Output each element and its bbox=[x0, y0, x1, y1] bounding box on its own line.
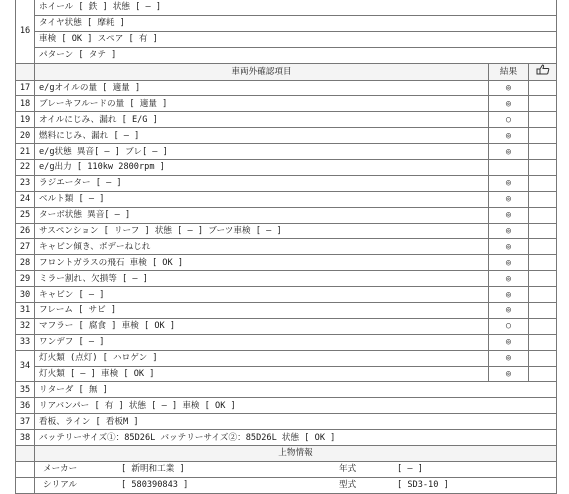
table-row bbox=[16, 350, 557, 366]
item-text: ベルト類 [ — ] bbox=[35, 191, 489, 207]
item-text: ブレーキフルードの量 [ 適量 ] bbox=[35, 96, 489, 112]
row-number-empty bbox=[16, 461, 35, 477]
result-mark: ◎ bbox=[489, 128, 529, 144]
table-row bbox=[16, 112, 557, 128]
item-text: リアバンパー [ 有 ] 状態 [ — ] 車検 [ OK ] bbox=[35, 398, 557, 414]
row-number: 33 bbox=[16, 334, 35, 350]
table-row bbox=[16, 271, 557, 287]
table-row bbox=[16, 144, 557, 160]
row-number: 32 bbox=[16, 318, 35, 334]
section-title: 上物情報 bbox=[35, 446, 557, 462]
info-label-2: 型式 bbox=[339, 480, 357, 491]
row-number: 34 bbox=[16, 350, 35, 382]
info-value-2: [ — ] bbox=[397, 464, 423, 475]
item-text: ワンデフ [ — ] bbox=[35, 334, 489, 350]
result-mark: ◎ bbox=[489, 207, 529, 223]
row-number: 37 bbox=[16, 414, 35, 430]
item-text: バッテリーサイズ①：85D26L バッテリーサイズ②：85D26L 状態 [ OK ] bbox=[35, 430, 557, 446]
item-text: マフラー [ 腐食 ] 車検 [ OK ] bbox=[35, 318, 489, 334]
table-row bbox=[16, 47, 557, 63]
extra-cell bbox=[529, 366, 557, 382]
result-mark: ◎ bbox=[489, 271, 529, 287]
row-number: 17 bbox=[16, 80, 35, 96]
section-header-row bbox=[16, 63, 557, 80]
table-row bbox=[16, 430, 557, 446]
table-row bbox=[16, 287, 557, 303]
row-number: 20 bbox=[16, 128, 35, 144]
section-spacer bbox=[16, 63, 35, 80]
item-text: フロントガラスの飛石 車検 [ OK ] bbox=[35, 255, 489, 271]
item-text: 灯火類 [ — ] 車検 [ OK ] bbox=[35, 366, 489, 382]
row-number: 22 bbox=[16, 160, 35, 176]
result-mark bbox=[489, 160, 529, 176]
row-number: 31 bbox=[16, 303, 35, 319]
table-row bbox=[16, 80, 557, 96]
result-mark: ◎ bbox=[489, 175, 529, 191]
table-row bbox=[16, 366, 557, 382]
row-number: 29 bbox=[16, 271, 35, 287]
item-text: リターダ [ 無 ] bbox=[35, 382, 557, 398]
extra-cell bbox=[529, 271, 557, 287]
section-spacer bbox=[16, 446, 35, 462]
result-mark: ◎ bbox=[489, 191, 529, 207]
info-value: [ 580390843 ] bbox=[121, 480, 189, 491]
table-row bbox=[16, 461, 557, 477]
table-row bbox=[16, 31, 557, 47]
table-row bbox=[16, 128, 557, 144]
extra-cell bbox=[529, 334, 557, 350]
row-number: 30 bbox=[16, 287, 35, 303]
result-mark: ◎ bbox=[489, 223, 529, 239]
item-text: フレーム [ サビ ] bbox=[35, 303, 489, 319]
table-row bbox=[16, 0, 557, 15]
table-row bbox=[16, 398, 557, 414]
item-text: タイヤ状態 [ 摩耗 ] bbox=[35, 15, 557, 31]
row-number: 25 bbox=[16, 207, 35, 223]
item-text: e/gオイルの量 [ 適量 ] bbox=[35, 80, 489, 96]
item-text: e/g出力 [ 110kw 2800rpm ] bbox=[35, 160, 489, 176]
item-text: キャビン傾き、ボデーねじれ bbox=[35, 239, 489, 255]
thumbs-up-icon bbox=[536, 64, 550, 80]
section-title: 車両外確認項目 bbox=[35, 63, 489, 80]
row-number: 27 bbox=[16, 239, 35, 255]
table-row bbox=[16, 334, 557, 350]
row-number-empty bbox=[16, 477, 35, 493]
result-mark: ◎ bbox=[489, 144, 529, 160]
result-mark: ◎ bbox=[489, 80, 529, 96]
item-text: パターン [ タテ ] bbox=[35, 47, 557, 63]
result-mark: ◎ bbox=[489, 303, 529, 319]
row-number: 24 bbox=[16, 191, 35, 207]
result-mark: ○ bbox=[489, 112, 529, 128]
row-number: 35 bbox=[16, 382, 35, 398]
extra-cell bbox=[529, 350, 557, 366]
item-text: 燃料にじみ、漏れ [ — ] bbox=[35, 128, 489, 144]
item-text: キャビン [ — ] bbox=[35, 287, 489, 303]
table-row bbox=[16, 15, 557, 31]
info-cell bbox=[35, 477, 557, 493]
table-row bbox=[16, 223, 557, 239]
row-number: 19 bbox=[16, 112, 35, 128]
header-icon-cell bbox=[529, 63, 557, 80]
extra-cell bbox=[529, 318, 557, 334]
item-text: 灯火類 (点灯) [ ハロゲン ] bbox=[35, 350, 489, 366]
result-mark: ◎ bbox=[489, 239, 529, 255]
row-number: 21 bbox=[16, 144, 35, 160]
row-number: 23 bbox=[16, 175, 35, 191]
extra-cell bbox=[529, 239, 557, 255]
result-header: 結果 bbox=[489, 63, 529, 80]
extra-cell bbox=[529, 191, 557, 207]
result-mark: ◎ bbox=[489, 255, 529, 271]
row-number: 18 bbox=[16, 96, 35, 112]
row-number: 36 bbox=[16, 398, 35, 414]
item-text: e/g状態 異音[ — ] ブレ[ — ] bbox=[35, 144, 489, 160]
extra-cell bbox=[529, 207, 557, 223]
result-mark: ◎ bbox=[489, 287, 529, 303]
table-row bbox=[16, 414, 557, 430]
result-mark: ◎ bbox=[489, 334, 529, 350]
inspection-sheet bbox=[15, 0, 557, 494]
result-mark: ◎ bbox=[489, 350, 529, 366]
result-mark: ○ bbox=[489, 318, 529, 334]
table-row bbox=[16, 160, 557, 176]
table-row bbox=[16, 303, 557, 319]
extra-cell bbox=[529, 80, 557, 96]
table-row bbox=[16, 239, 557, 255]
section-header-row bbox=[16, 446, 557, 462]
extra-cell bbox=[529, 160, 557, 176]
info-value-2: [ SD3-10 ] bbox=[397, 480, 449, 491]
table-row bbox=[16, 255, 557, 271]
info-label: シリアル bbox=[43, 480, 78, 491]
extra-cell bbox=[529, 112, 557, 128]
extra-cell bbox=[529, 255, 557, 271]
table-row bbox=[16, 175, 557, 191]
item-text: ターボ状態 異音[ — ] bbox=[35, 207, 489, 223]
extra-cell bbox=[529, 303, 557, 319]
table-row bbox=[16, 318, 557, 334]
item-text: ラジエーター [ — ] bbox=[35, 175, 489, 191]
item-text: 看板、ライン [ 看板M ] bbox=[35, 414, 557, 430]
extra-cell bbox=[529, 144, 557, 160]
extra-cell bbox=[529, 175, 557, 191]
item-text: ホイール [ 鉄 ] 状態 [ — ] bbox=[35, 0, 557, 15]
info-label-2: 年式 bbox=[339, 464, 357, 475]
table-row bbox=[16, 96, 557, 112]
table-row bbox=[16, 191, 557, 207]
extra-cell bbox=[529, 96, 557, 112]
item-text: オイルにじみ、漏れ [ E/G ] bbox=[35, 112, 489, 128]
item-text: サスペンション [ リーフ ] 状態 [ — ] ブーツ車検 [ — ] bbox=[35, 223, 489, 239]
table-row bbox=[16, 382, 557, 398]
extra-cell bbox=[529, 223, 557, 239]
item-text: 車検 [ OK ] スペア [ 有 ] bbox=[35, 31, 557, 47]
info-label: メーカー bbox=[43, 464, 78, 475]
info-value: [ 新明和工業 ] bbox=[121, 464, 185, 475]
row-number: 38 bbox=[16, 430, 35, 446]
extra-cell bbox=[529, 128, 557, 144]
row-number: 28 bbox=[16, 255, 35, 271]
item-text: ミラー割れ、欠損等 [ — ] bbox=[35, 271, 489, 287]
extra-cell bbox=[529, 287, 557, 303]
result-mark: ◎ bbox=[489, 96, 529, 112]
row-number: 16 bbox=[16, 0, 35, 63]
info-cell bbox=[35, 461, 557, 477]
row-number: 26 bbox=[16, 223, 35, 239]
table-row bbox=[16, 477, 557, 493]
result-mark: ◎ bbox=[489, 366, 529, 382]
table-row bbox=[16, 207, 557, 223]
